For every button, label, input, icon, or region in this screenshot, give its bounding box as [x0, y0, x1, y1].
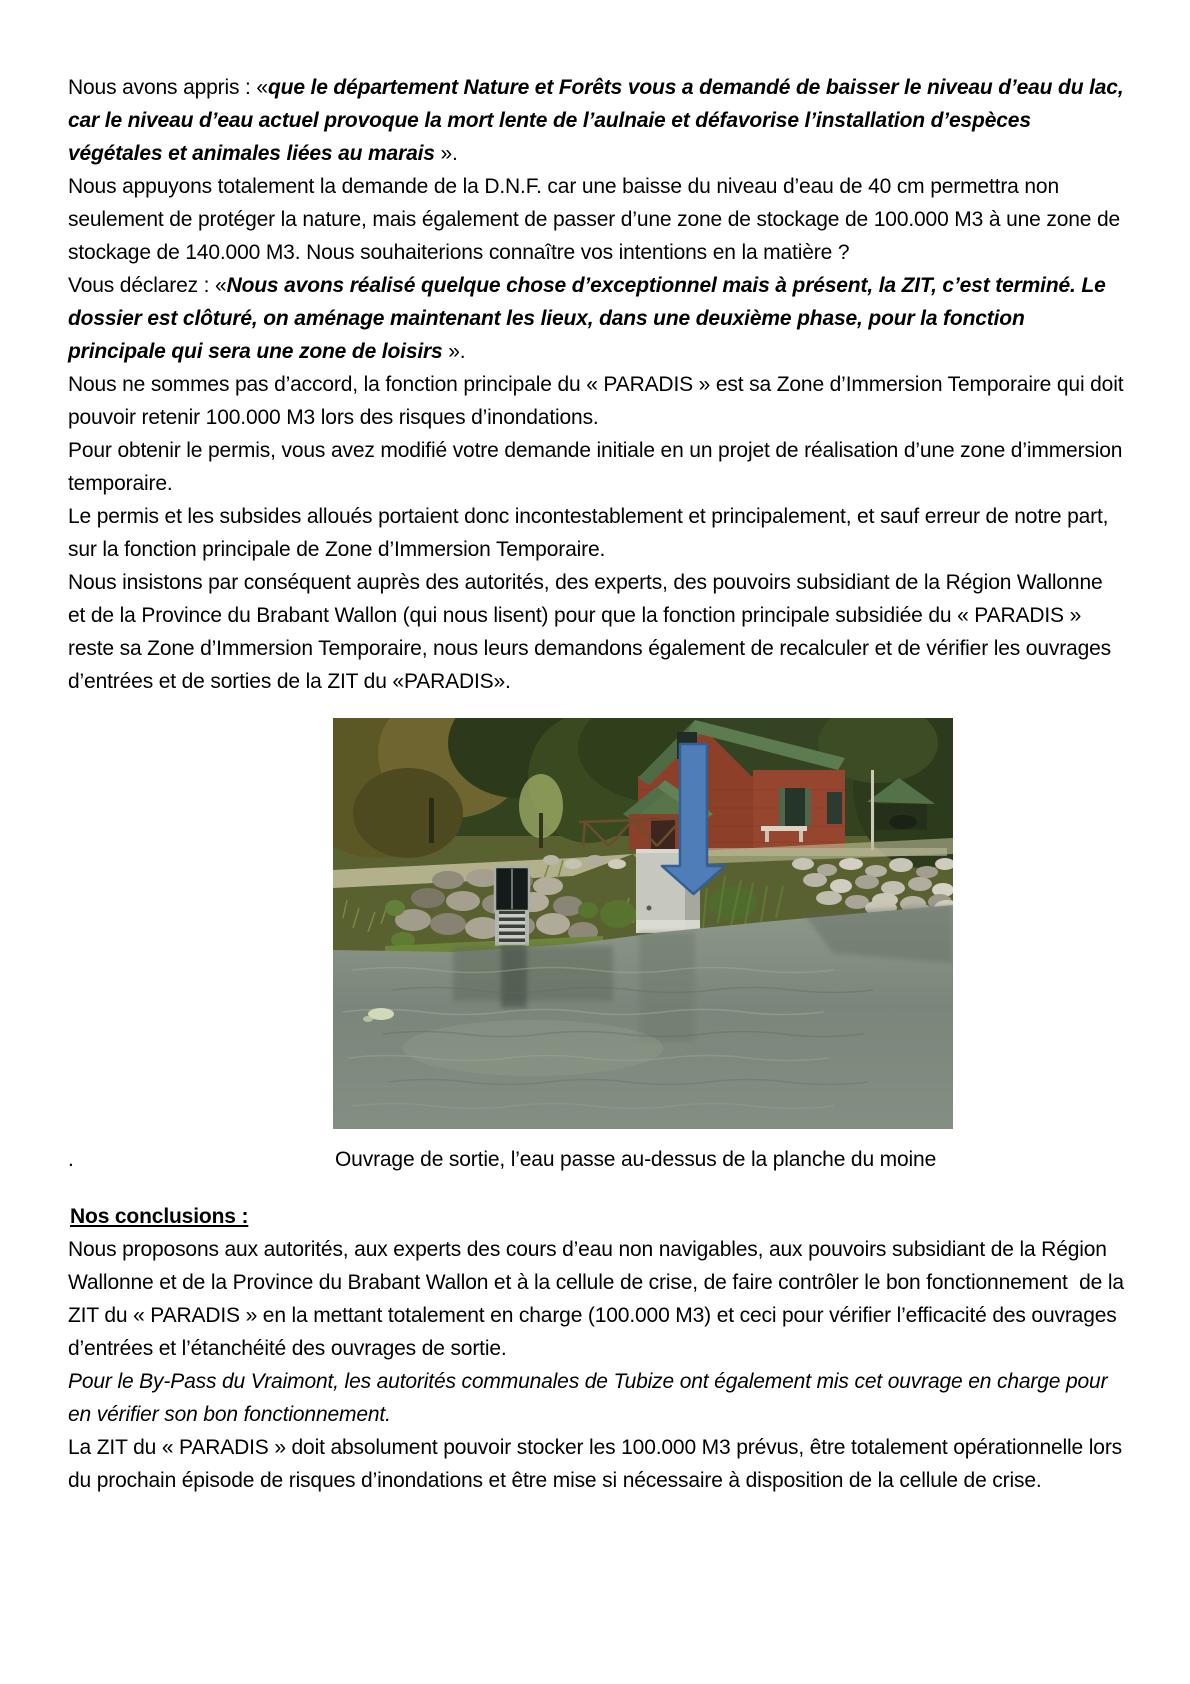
paragraph-zit-stocker: La ZIT du « PARADIS » doit absolument pouvoir stocker les 100.000 M3 prévus, être totalement opérationnelle lors du prochain épisode de risques d’inondations et être mise si nécessaire à disposition de la cellule de crise. — [68, 1436, 1128, 1492]
para1-quote: que le département Nature et Forêts vous a demandé de baisser le niveau d’eau du lac, car le niveau d’eau actuel provoque la mort lente de l’aulnaie et défavorise l’installation d’espèces végétales et animales liées au marais — [68, 76, 1130, 165]
para3-quote: Nous avons réalisé quelque chose d’exceptionnel mais à présent, la ZIT, c’est terminé. Le dossier est clôturé, on aménage maintenant les lieux, dans une deuxième phase, pour la fonction principale qui sera une zone de loisirs — [68, 274, 1112, 363]
outlet-photo — [333, 718, 953, 1129]
para3-lead: Vous déclarez : « — [68, 274, 227, 297]
paragraph-appris — [68, 71, 1130, 170]
paragraph-subsides: Le permis et les subsides alloués portaient donc incontestablement et principalement, et sauf erreur de notre part, sur la fonction principale de Zone d’Immersion Temporaire. — [68, 505, 1115, 561]
para1-lead: Nous avons appris : « — [68, 76, 268, 99]
photo-caption: Ouvrage de sortie, l’eau passe au-dessus de la planche du moine — [335, 1148, 937, 1171]
caption-dot: . — [68, 1148, 74, 1171]
pillar-reflection — [639, 932, 695, 1042]
paragraph-declarez — [68, 269, 1124, 368]
paragraph-appuyons: Nous appuyons totalement la demande de la D.N.F. car une baisse du niveau d’eau de 40 cm permettra non seulement de protéger la nature, mais également de passer d’une zone de stockage de 100.000 M3 à une zone de stockage de 140.000 M3. Nous souhaiterions connaître vos intentions en la matière ? — [68, 175, 1126, 264]
paragraph-bypass: Pour le By-Pass du Vraimont, les autorités communales de Tubize ont également mis cet ouvrage en charge pour en vérifier son bon fonctionnement. — [68, 1370, 1114, 1426]
photo-caption-row — [68, 1143, 1124, 1176]
ladder-reflection — [501, 946, 527, 1008]
para3-close: ». — [442, 340, 466, 363]
paragraph-proposons: Nous proposons aux autorités, aux experts des cours d’eau non navigables, aux pouvoirs subsidiant de la Région Wallonne et de la Province du Brabant Wallon et à la cellule de crise, de faire contrôler le bon fonctionnement de la ZIT du « PARADIS » en la mettant totalement en charge (100.000 M3) et ceci pour vérifier l’efficacité des ouvrages d’entrées et l’étanchéité des ouvrages de sortie. — [68, 1238, 1130, 1360]
conclusions-heading: Nos conclusions : — [70, 1205, 249, 1228]
document-content — [68, 71, 1130, 1497]
paragraph-insistons: Nous insistons par conséquent auprès des autorités, des experts, des pouvoirs subsidiant de la Région Wallonne et de la Province du Brabant Wallon (qui nous lisent) pour que la fonction principale subsidiée du « PARADIS » reste sa Zone d’Immersion Temporaire, nous leurs demandons également de recalculer et de vérifier les ouvrages d’entrées et de sorties de la ZIT du «PARADIS». — [68, 571, 1117, 693]
paragraph-pas-daccord: Nous ne sommes pas d’accord, la fonction principale du « PARADIS » est sa Zone d’Immersion Temporaire qui doit pouvoir retenir 100.000 M3 lors des risques d’inondations. — [68, 373, 1130, 429]
ladder-structure — [495, 867, 529, 946]
bench — [761, 826, 807, 831]
paragraph-permis: Pour obtenir le permis, vous avez modifié votre demande initiale en un projet de réalisation d’une zone d’immersion temporaire. — [68, 439, 1129, 495]
para1-close: ». — [434, 142, 458, 165]
outlet-photo-figure — [333, 718, 953, 1129]
mound-reflection — [453, 946, 613, 1001]
